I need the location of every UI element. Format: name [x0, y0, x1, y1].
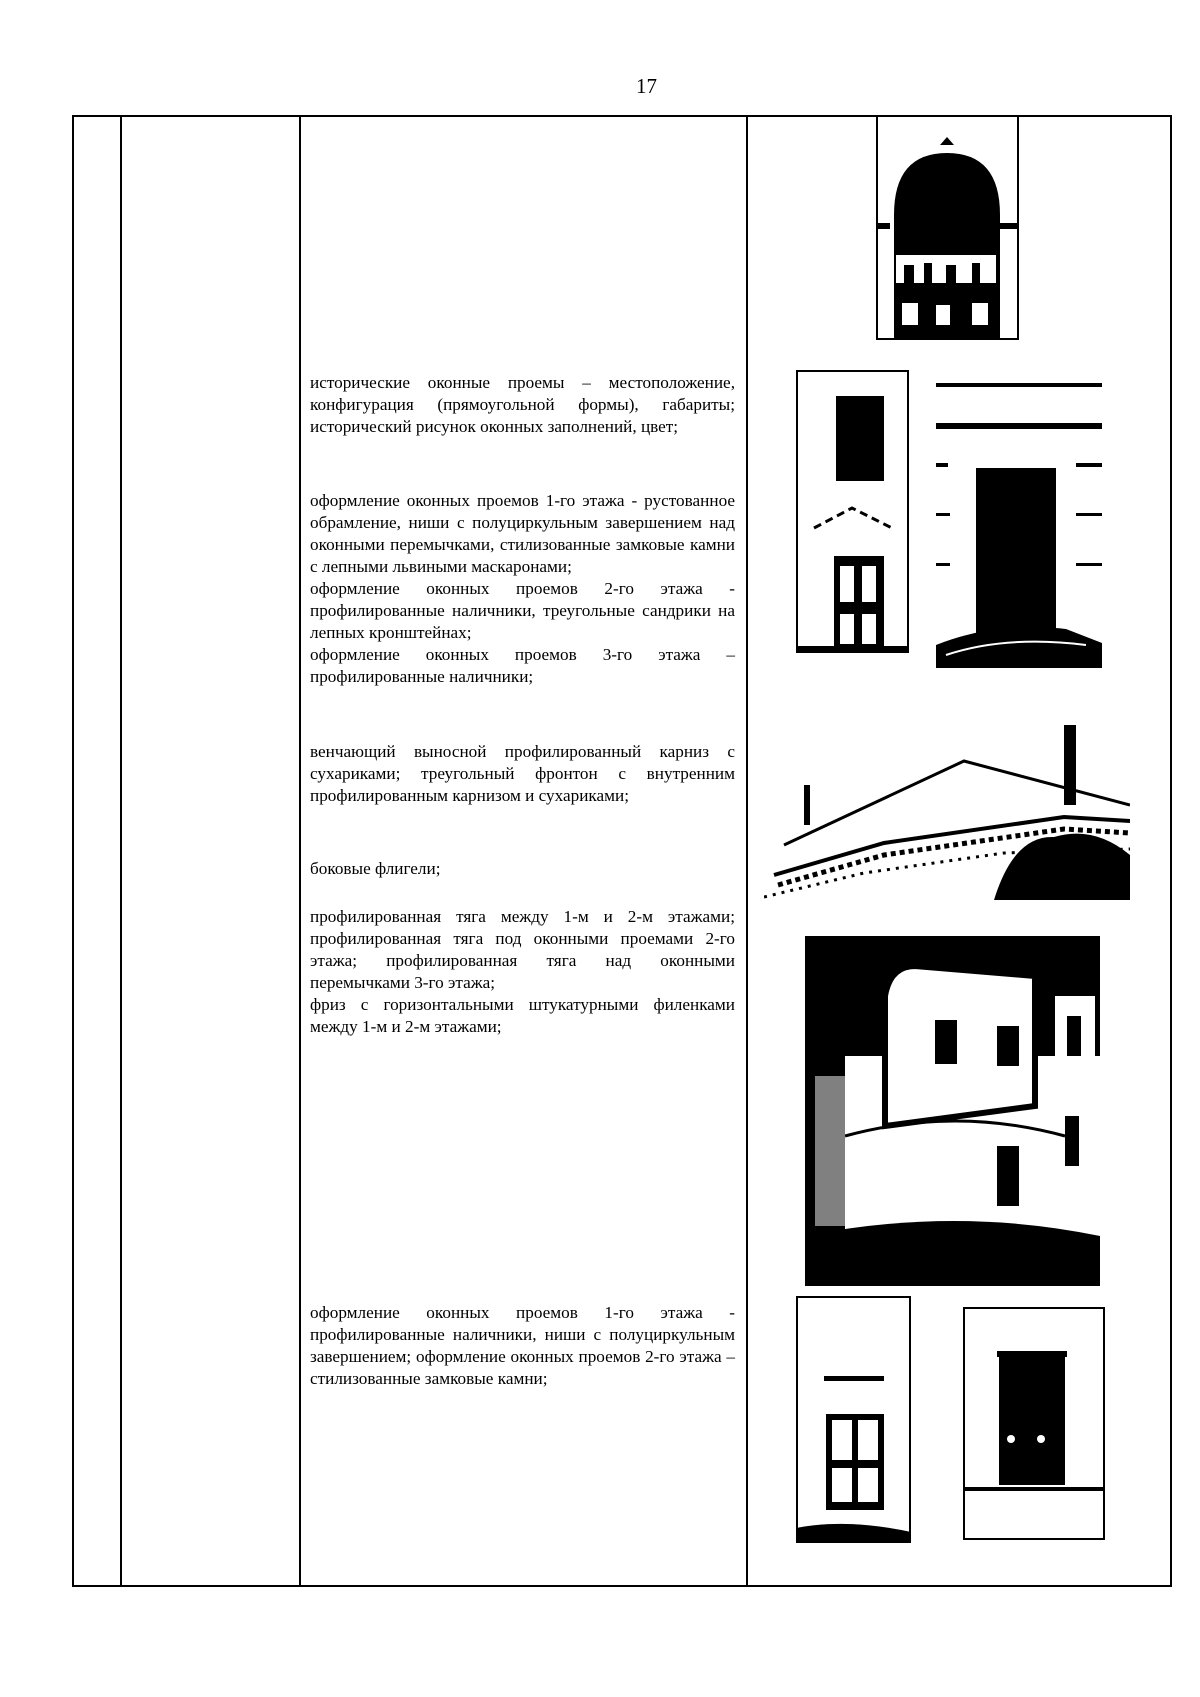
description-paragraph: оформление оконных проемов 1-го этажа - рустованное обрамление, ниши с полуциркульным завершением над оконными перемычками, стилизованные замковые камни с лепными львиными маскаронами;: [310, 491, 735, 576]
description-block-windows: [310, 372, 735, 438]
description-block-wings: [310, 858, 735, 880]
description-block-cornice: [310, 741, 735, 807]
description-paragraph: венчающий выносной профилированный карниз с сухариками; треугольный фронтон с внутренним профилированным карнизом и сухариками;: [310, 742, 735, 805]
description-paragraph: профилированная тяга между 1-м и 2-м этажами; профилированная тяга под оконными проемами 2-го этажа; профилированная тяга над оконными перемычками 3-го этажа;: [310, 907, 735, 992]
photo-window-facade-narrow: [796, 370, 909, 653]
photo-cornice-pediment: [764, 725, 1130, 900]
description-block-belts: [310, 906, 735, 1038]
description-paragraph: боковые флигели;: [310, 859, 441, 878]
photo-wing-window-left: [796, 1296, 911, 1543]
photo-side-wing: [805, 936, 1100, 1286]
table-column-divider: [746, 117, 748, 1585]
description-paragraph: исторические оконные проемы – местоположение, конфигурация (прямоугольной формы), габариты; исторический рисунок оконных заполнений, цвет;: [310, 373, 735, 436]
table-column-divider: [120, 117, 122, 1585]
description-block-wing-windows: [310, 1302, 735, 1390]
page-number: 17: [636, 74, 657, 98]
description-paragraph: фриз с горизонтальными штукатурными филенками между 1-м и 2-м этажами;: [310, 995, 735, 1036]
photo-wing-window-right: [963, 1307, 1105, 1540]
photo-arched-window: [876, 115, 1019, 340]
table-column-divider: [299, 117, 301, 1585]
photo-window-facade-wide: [936, 383, 1102, 668]
description-paragraph: оформление оконных проемов 1-го этажа - профилированные наличники, ниши с полуциркульным завершением; оформление оконных проемов 2-го этажа – стилизованные замковые камни;: [310, 1303, 735, 1388]
description-paragraph: оформление оконных проемов 2-го этажа - профилированные наличники, треугольные сандрики на лепных кронштейнах;: [310, 579, 735, 642]
description-block-window-decor: [310, 490, 735, 688]
description-paragraph: оформление оконных проемов 3-го этажа – профилированные наличники;: [310, 645, 735, 686]
